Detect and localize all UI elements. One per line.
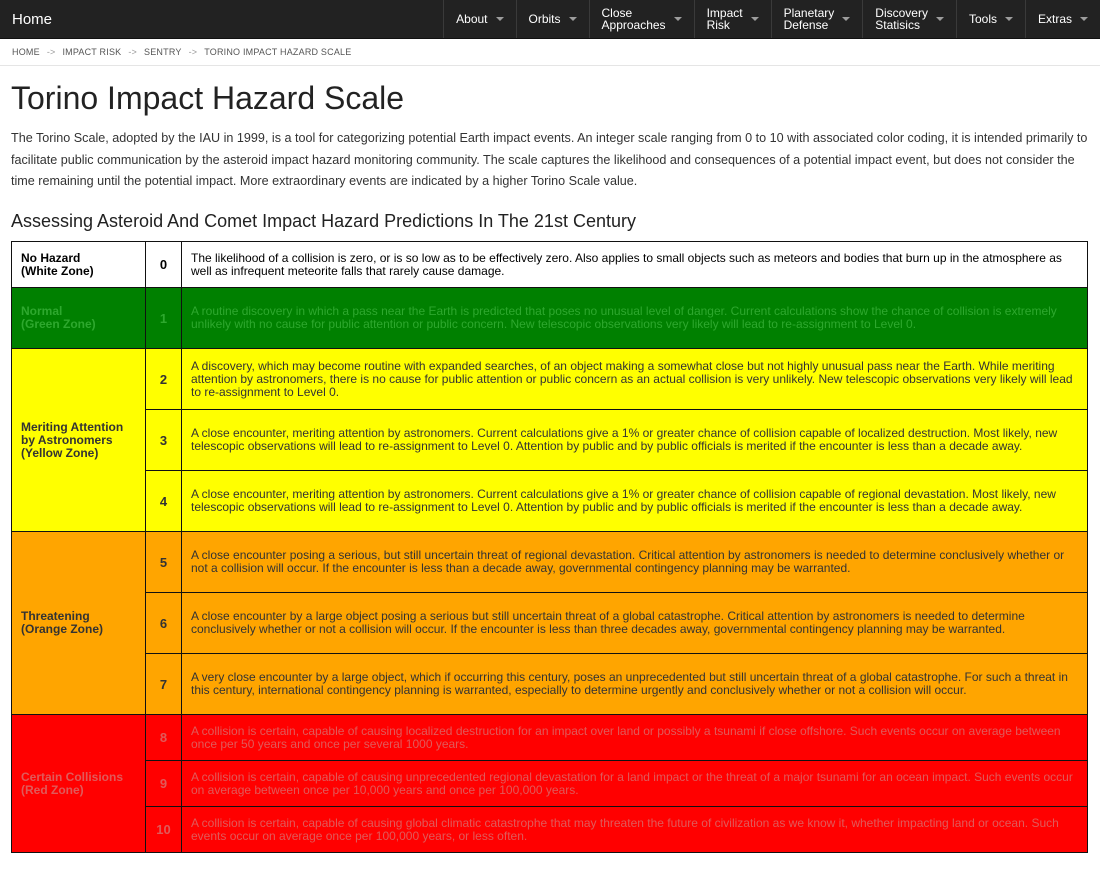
- breadcrumb-separator: ->: [46, 47, 56, 57]
- level-description: A collision is certain, capable of causing unprecedented regional devastation for a land impact or the threat of a major tsunami for an ocean impact. Such events occur on average between once per 10,000 years and once per 100,000 years.: [182, 761, 1088, 807]
- nav-impact-risk[interactable]: [694, 0, 771, 38]
- nav-close-approaches-label: Close Approaches: [601, 6, 666, 32]
- level-number: 4: [146, 471, 182, 532]
- level-description: A discovery, which may become routine with expanded searches, of an object making a somewhat close but not highly unusual pass near the Earth. While meriting attention by astronomers, there is no cause for public attention or public concern as an actual collision is very unlikely. New telescopic observations very likely will lead to re-assignment to Level 0.: [182, 349, 1088, 410]
- level-description: A close encounter posing a serious, but still uncertain threat of regional devastation. Critical attention by astronomers is needed to determine conclusively whether or not a collision will occur. If the encounter is less than a decade away, governmental contingency planning may be warranted.: [182, 532, 1088, 593]
- table-row: [12, 242, 1088, 288]
- home-link[interactable]: Home: [12, 10, 53, 28]
- caret-down-icon: [751, 17, 759, 21]
- level-number: 7: [146, 654, 182, 715]
- nav-impact-risk-label: Impact Risk: [706, 6, 743, 32]
- table-row: [12, 593, 1088, 654]
- breadcrumb-separator: ->: [188, 47, 198, 57]
- table-row: [12, 288, 1088, 349]
- breadcrumb: [0, 39, 1100, 66]
- level-number: 3: [146, 410, 182, 471]
- caret-down-icon: [569, 17, 577, 21]
- level-number: 6: [146, 593, 182, 654]
- caret-down-icon: [1080, 17, 1088, 21]
- table-heading: Assessing Asteroid And Comet Impact Hazard Predictions In The 21st Century: [11, 211, 636, 231]
- table-row: [12, 807, 1088, 853]
- zone-label-green: Normal (Green Zone): [12, 288, 146, 349]
- nav-discovery-statistics[interactable]: [862, 0, 956, 38]
- nav-close-approaches[interactable]: [589, 0, 694, 38]
- top-navbar: [0, 0, 1100, 39]
- level-number: 2: [146, 349, 182, 410]
- level-number: 10: [146, 807, 182, 853]
- zone-label-white: No Hazard (White Zone): [12, 242, 146, 288]
- level-number: 8: [146, 715, 182, 761]
- breadcrumb-home[interactable]: HOME: [12, 47, 40, 57]
- nav-discovery-statistics-label: Discovery Statisics: [875, 6, 928, 32]
- level-description: A routine discovery in which a pass near the Earth is predicted that poses no unusual level of danger. Current calculations show the chance of collision is extremely unlikely with no cause for public attention or public concern. New telescopic observations very likely will lead to re-assignment to Level 0.: [182, 288, 1088, 349]
- table-row: [12, 715, 1088, 761]
- table-row: [12, 471, 1088, 532]
- level-description: A collision is certain, capable of causing localized destruction for an impact over land or possibly a tsunami if close offshore. Such events occur on average between once per 50 years and once per several 1000 years.: [182, 715, 1088, 761]
- caret-down-icon: [674, 17, 682, 21]
- zone-label-orange: Threatening (Orange Zone): [12, 532, 146, 715]
- nav-about-label: About: [456, 12, 488, 26]
- level-number: 1: [146, 288, 182, 349]
- page-title: Torino Impact Hazard Scale: [11, 80, 405, 116]
- nav-orbits[interactable]: [516, 0, 589, 38]
- table-row: [12, 654, 1088, 715]
- nav-planetary-defense[interactable]: [771, 0, 863, 38]
- intro-paragraph: The Torino Scale, adopted by the IAU in 1999, is a tool for categorizing potential Earth impact events. An integer scale ranging from 0 to 10 with associated color coding, it is intended primarily to facilitate public communication by the asteroid impact hazard monitoring community. The scale captures the likelihood and consequences of a potential impact event, but does not consider the time remaining until the potential impact. More extraordinary events are indicated by a higher Torino Scale value.: [11, 131, 1088, 188]
- nav-tools[interactable]: [956, 0, 1025, 38]
- zone-label-yellow: Meriting Attention by Astronomers (Yellow Zone): [12, 349, 146, 532]
- breadcrumb-sentry[interactable]: SENTRY: [144, 47, 182, 57]
- caret-down-icon: [1005, 17, 1013, 21]
- level-description: A close encounter, meriting attention by astronomers. Current calculations give a 1% or greater chance of collision capable of regional devastation. Most likely, new telescopic observations will lead to re-assignment to Level 0. Attention by public and by public officials is merited if the encounter is less than a decade away.: [182, 471, 1088, 532]
- caret-down-icon: [936, 17, 944, 21]
- nav-tools-label: Tools: [968, 12, 997, 26]
- nav-about[interactable]: [443, 0, 515, 38]
- breadcrumb-current: TORINO IMPACT HAZARD SCALE: [204, 47, 352, 57]
- torino-scale-table: [11, 241, 1088, 853]
- level-description: A close encounter by a large object posing a serious but still uncertain threat of a global catastrophe. Critical attention by astronomers is needed to determine conclusively whether or not a collision will occur. If the encounter is less than three decades away, governmental contingency planning may be warranted.: [182, 593, 1088, 654]
- caret-down-icon: [496, 17, 504, 21]
- zone-label-red: Certain Collisions (Red Zone): [12, 715, 146, 853]
- level-number: 9: [146, 761, 182, 807]
- table-row: [12, 410, 1088, 471]
- nav-orbits-label: Orbits: [528, 12, 561, 26]
- level-description: The likelihood of a collision is zero, or is so low as to be effectively zero. Also applies to small objects such as meteors and bodies that burn up in the atmosphere as well as infrequent meteorite falls that rarely cause damage.: [182, 242, 1088, 288]
- level-number: 5: [146, 532, 182, 593]
- nav-extras-label: Extras: [1037, 12, 1072, 26]
- breadcrumb-impact-risk[interactable]: IMPACT RISK: [62, 47, 122, 57]
- nav-extras[interactable]: [1025, 0, 1100, 38]
- level-description: A collision is certain, capable of causing global climatic catastrophe that may threaten the future of civilization as we know it, whether impacting land or ocean. Such events occur on average once per 100,000 years, or less often.: [182, 807, 1088, 853]
- table-row: [12, 761, 1088, 807]
- table-row: [12, 532, 1088, 593]
- breadcrumb-separator: ->: [128, 47, 138, 57]
- level-number: 0: [146, 242, 182, 288]
- nav-planetary-defense-label: Planetary Defense: [783, 6, 835, 32]
- level-description: A very close encounter by a large object, which if occurring this century, poses an unprecedented but still uncertain threat of a global catastrophe. For such a threat in this century, international contingency planning is warranted, especially to determine urgently and conclusively whether or not a collision will occur.: [182, 654, 1088, 715]
- caret-down-icon: [842, 17, 850, 21]
- level-description: A close encounter, meriting attention by astronomers. Current calculations give a 1% or greater chance of collision capable of localized destruction. Most likely, new telescopic observations will lead to re-assignment to Level 0. Attention by public and by public officials is merited if the encounter is less than a decade away.: [182, 410, 1088, 471]
- table-row: [12, 349, 1088, 410]
